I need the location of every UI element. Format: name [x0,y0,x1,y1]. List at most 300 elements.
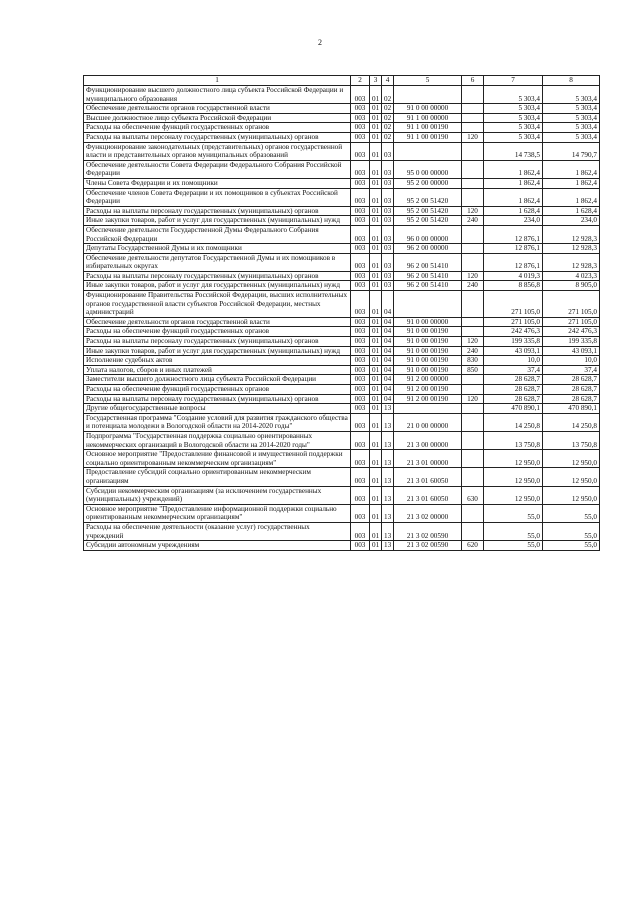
row-name-cell: Субсидии автономным учреждениям [84,541,351,551]
subsection-code-cell: 03 [382,188,394,206]
amount-col8-cell: 1 628,4 [543,206,600,216]
section-code-cell: 01 [370,356,382,366]
target-article-cell: 91 0 00 00190 [394,346,462,356]
amount-col8-cell: 4 023,3 [543,271,600,281]
table-row [84,271,600,281]
amount-col7-cell: 28 628,7 [484,375,543,385]
amount-col7-cell: 5 303,4 [484,123,543,133]
expense-type-cell [462,317,484,327]
section-code-cell: 01 [370,123,382,133]
table-row [84,327,600,337]
target-article-cell [394,142,462,160]
row-name-cell: Основное мероприятие "Предоставление информационной поддержки социально ориентированным некоммерческим организациям" [84,504,351,522]
subsection-code-cell: 02 [382,104,394,114]
table-row [84,522,600,540]
expense-type-cell [462,142,484,160]
table-row [84,225,600,243]
table-row [84,413,600,431]
amount-col7-cell: 5 303,4 [484,86,543,104]
table-row [84,365,600,375]
table-row [84,404,600,414]
admin-code-cell: 003 [351,225,370,243]
table-row [84,216,600,226]
expense-type-cell: 240 [462,281,484,291]
section-code-cell: 01 [370,113,382,123]
expense-type-cell [462,113,484,123]
admin-code-cell: 003 [351,394,370,404]
amount-col7-cell: 470 890,1 [484,404,543,414]
row-name-cell: Подпрограмма "Государственная поддержка социально ориентированных некоммерческих организаций в Вологодской области на 2014-2020 годы" [84,431,351,449]
amount-col8-cell: 55,0 [543,504,600,522]
expense-type-cell: 120 [462,394,484,404]
expense-type-cell [462,86,484,104]
page-number: 2 [318,38,322,47]
admin-code-cell: 003 [351,486,370,504]
header-cell: 4 [382,76,394,86]
amount-col7-cell: 14 250,8 [484,413,543,431]
table-row [84,206,600,216]
target-article-cell: 91 0 00 00190 [394,337,462,347]
table-row [84,375,600,385]
table-row [84,132,600,142]
expense-type-cell [462,327,484,337]
amount-col7-cell: 1 862,4 [484,160,543,178]
admin-code-cell: 003 [351,281,370,291]
admin-code-cell: 003 [351,216,370,226]
subsection-code-cell: 04 [382,375,394,385]
section-code-cell: 01 [370,337,382,347]
section-code-cell: 01 [370,291,382,318]
section-code-cell: 01 [370,253,382,271]
target-article-cell: 95 0 00 00000 [394,160,462,178]
expense-type-cell [462,431,484,449]
subsection-code-cell: 13 [382,486,394,504]
expense-type-cell: 630 [462,486,484,504]
row-name-cell: Расходы на обеспечение функций государственных органов [84,327,351,337]
subsection-code-cell: 02 [382,123,394,133]
expense-type-cell [462,522,484,540]
amount-col7-cell: 234,0 [484,216,543,226]
row-name-cell: Основное мероприятие "Предоставление финансовой и имущественной поддержки социально ориентированным некоммерческим организациям" [84,450,351,468]
target-article-cell: 21 3 01 60050 [394,486,462,504]
section-code-cell: 01 [370,541,382,551]
admin-code-cell: 003 [351,132,370,142]
subsection-code-cell: 13 [382,450,394,468]
admin-code-cell: 003 [351,450,370,468]
section-code-cell: 01 [370,394,382,404]
subsection-code-cell: 03 [382,160,394,178]
row-name-cell: Обеспечение деятельности органов государственной власти [84,104,351,114]
admin-code-cell: 003 [351,504,370,522]
amount-col7-cell: 37,4 [484,365,543,375]
amount-col7-cell: 8 856,8 [484,281,543,291]
section-code-cell: 01 [370,86,382,104]
admin-code-cell: 003 [351,413,370,431]
amount-col8-cell: 12 950,0 [543,468,600,486]
section-code-cell: 01 [370,281,382,291]
table-row [84,86,600,104]
section-code-cell: 01 [370,225,382,243]
amount-col7-cell: 1 628,4 [484,206,543,216]
admin-code-cell: 003 [351,375,370,385]
admin-code-cell: 003 [351,337,370,347]
header-cell: 1 [84,76,351,86]
amount-col8-cell: 5 303,4 [543,113,600,123]
amount-col7-cell: 12 950,0 [484,468,543,486]
amount-col8-cell: 5 303,4 [543,123,600,133]
section-code-cell: 01 [370,104,382,114]
row-name-cell: Функционирование законодательных (представительных) органов государственной власти и представительных органов муниципальных образований [84,142,351,160]
row-name-cell: Обеспечение деятельности органов государственной власти [84,317,351,327]
amount-col8-cell: 37,4 [543,365,600,375]
expense-type-cell [462,160,484,178]
table-row [84,468,600,486]
amount-col7-cell: 12 950,0 [484,486,543,504]
admin-code-cell: 003 [351,431,370,449]
subsection-code-cell: 04 [382,337,394,347]
expense-type-cell: 620 [462,541,484,551]
amount-col8-cell: 14 250,8 [543,413,600,431]
table-row [84,160,600,178]
subsection-code-cell: 03 [382,244,394,254]
budget-table [83,75,600,551]
target-article-cell: 96 2 00 00000 [394,244,462,254]
subsection-code-cell: 03 [382,216,394,226]
admin-code-cell: 003 [351,468,370,486]
header-cell: 2 [351,76,370,86]
section-code-cell: 01 [370,413,382,431]
amount-col7-cell: 12 876,1 [484,253,543,271]
expense-type-cell: 120 [462,271,484,281]
amount-col8-cell: 28 628,7 [543,385,600,395]
target-article-cell: 96 0 00 00000 [394,225,462,243]
row-name-cell: Субсидии некоммерческим организациям (за исключением государственных (муниципальных) учреждений) [84,486,351,504]
amount-col8-cell: 55,0 [543,522,600,540]
table-row [84,504,600,522]
row-name-cell: Члены Совета Федерации и их помощники [84,178,351,188]
amount-col8-cell: 12 928,3 [543,253,600,271]
row-name-cell: Расходы на выплаты персоналу государственных (муниципальных) органов [84,132,351,142]
row-name-cell: Предоставление субсидий социально ориентированным некоммерческим организациям [84,468,351,486]
amount-col7-cell: 242 476,3 [484,327,543,337]
expense-type-cell: 850 [462,365,484,375]
expense-type-cell: 120 [462,132,484,142]
expense-type-cell: 120 [462,337,484,347]
table-row [84,281,600,291]
header-cell: 8 [543,76,600,86]
table-row [84,142,600,160]
target-article-cell: 91 2 00 00190 [394,394,462,404]
amount-col7-cell: 271 105,0 [484,317,543,327]
header-cell: 3 [370,76,382,86]
amount-col8-cell: 12 928,3 [543,244,600,254]
row-name-cell: Высшее должностное лицо субъекта Российской Федерации [84,113,351,123]
subsection-code-cell: 04 [382,346,394,356]
admin-code-cell: 003 [351,104,370,114]
table-row [84,346,600,356]
expense-type-cell: 120 [462,206,484,216]
amount-col7-cell: 4 019,3 [484,271,543,281]
target-article-cell: 21 3 00 00000 [394,431,462,449]
row-name-cell: Заместители высшего должностного лица субъекта Российской Федерации [84,375,351,385]
target-article-cell: 95 2 00 51420 [394,206,462,216]
amount-col7-cell: 1 862,4 [484,178,543,188]
amount-col7-cell: 12 876,1 [484,225,543,243]
amount-col7-cell: 271 105,0 [484,291,543,318]
admin-code-cell: 003 [351,123,370,133]
admin-code-cell: 003 [351,142,370,160]
table-row [84,178,600,188]
table-row [84,337,600,347]
target-article-cell [394,86,462,104]
expense-type-cell: 240 [462,216,484,226]
admin-code-cell: 003 [351,317,370,327]
section-code-cell: 01 [370,206,382,216]
amount-col8-cell: 199 335,8 [543,337,600,347]
amount-col7-cell: 10,0 [484,356,543,366]
target-article-cell [394,291,462,318]
subsection-code-cell: 03 [382,142,394,160]
amount-col8-cell: 470 890,1 [543,404,600,414]
target-article-cell: 96 2 00 51410 [394,253,462,271]
amount-col7-cell: 28 628,7 [484,385,543,395]
subsection-code-cell: 04 [382,327,394,337]
target-article-cell: 21 3 01 60050 [394,468,462,486]
row-name-cell: Обеспечение членов Совета Федерации и их помощников в субъектах Российской Федерации [84,188,351,206]
expense-type-cell [462,225,484,243]
admin-code-cell: 003 [351,346,370,356]
header-cell: 5 [394,76,462,86]
amount-col8-cell: 242 476,3 [543,327,600,337]
row-name-cell: Государственная программа "Создание условий для развития гражданского общества и потенциала молодежи в Вологодской области на 2014-2020 годы" [84,413,351,431]
section-code-cell: 01 [370,244,382,254]
subsection-code-cell: 13 [382,504,394,522]
row-name-cell: Расходы на выплаты персоналу государственных (муниципальных) органов [84,394,351,404]
target-article-cell: 91 2 00 00190 [394,385,462,395]
section-code-cell: 01 [370,385,382,395]
subsection-code-cell: 04 [382,317,394,327]
section-code-cell: 01 [370,317,382,327]
expense-type-cell [462,123,484,133]
table-row [84,486,600,504]
target-article-cell: 91 0 00 00190 [394,327,462,337]
amount-col7-cell: 12 950,0 [484,450,543,468]
subsection-code-cell: 13 [382,431,394,449]
amount-col8-cell: 1 862,4 [543,178,600,188]
table-header-row [84,76,600,86]
section-code-cell: 01 [370,188,382,206]
row-name-cell: Расходы на обеспечение функций государственных органов [84,385,351,395]
subsection-code-cell: 03 [382,253,394,271]
target-article-cell: 91 1 00 00000 [394,113,462,123]
subsection-code-cell: 13 [382,541,394,551]
target-article-cell: 91 2 00 00000 [394,375,462,385]
target-article-cell: 95 2 00 00000 [394,178,462,188]
admin-code-cell: 003 [351,356,370,366]
amount-col7-cell: 1 862,4 [484,188,543,206]
subsection-code-cell: 13 [382,404,394,414]
section-code-cell: 01 [370,486,382,504]
subsection-code-cell: 13 [382,522,394,540]
target-article-cell: 21 0 00 00000 [394,413,462,431]
row-name-cell: Расходы на выплаты персоналу государственных (муниципальных) органов [84,337,351,347]
expense-type-cell: 240 [462,346,484,356]
row-name-cell: Обеспечение деятельности Государственной Думы Федерального Собрания Российской Федерации [84,225,351,243]
table-row [84,104,600,114]
section-code-cell: 01 [370,178,382,188]
target-article-cell: 21 3 02 00590 [394,541,462,551]
row-name-cell: Расходы на обеспечение функций государственных органов [84,123,351,133]
expense-type-cell [462,104,484,114]
table-row [84,385,600,395]
table-row [84,244,600,254]
expense-type-cell [462,404,484,414]
subsection-code-cell: 03 [382,271,394,281]
amount-col8-cell: 13 750,8 [543,431,600,449]
amount-col7-cell: 55,0 [484,522,543,540]
admin-code-cell: 003 [351,385,370,395]
table-row [84,317,600,327]
table-row [84,123,600,133]
amount-col8-cell: 234,0 [543,216,600,226]
amount-col7-cell: 28 628,7 [484,394,543,404]
subsection-code-cell: 03 [382,206,394,216]
amount-col7-cell: 12 876,1 [484,244,543,254]
amount-col8-cell: 10,0 [543,356,600,366]
admin-code-cell: 003 [351,271,370,281]
row-name-cell: Функционирование высшего должностного лица субъекта Российской Федерации и муниципального образования [84,86,351,104]
section-code-cell: 01 [370,404,382,414]
amount-col8-cell: 28 628,7 [543,394,600,404]
row-name-cell: Иные закупки товаров, работ и услуг для государственных (муниципальных) нужд [84,281,351,291]
admin-code-cell: 003 [351,178,370,188]
section-code-cell: 01 [370,346,382,356]
subsection-code-cell: 04 [382,365,394,375]
amount-col8-cell: 5 303,4 [543,104,600,114]
table-row [84,541,600,551]
section-code-cell: 01 [370,365,382,375]
admin-code-cell: 003 [351,404,370,414]
admin-code-cell: 003 [351,365,370,375]
subsection-code-cell: 02 [382,132,394,142]
amount-col8-cell: 8 905,0 [543,281,600,291]
expense-type-cell [462,413,484,431]
admin-code-cell: 003 [351,188,370,206]
amount-col7-cell: 43 093,1 [484,346,543,356]
expense-type-cell: 830 [462,356,484,366]
expense-type-cell [462,253,484,271]
row-name-cell: Расходы на выплаты персоналу государственных (муниципальных) органов [84,271,351,281]
admin-code-cell: 003 [351,253,370,271]
expense-type-cell [462,244,484,254]
target-article-cell: 95 2 00 51420 [394,188,462,206]
row-name-cell: Иные закупки товаров, работ и услуг для государственных (муниципальных) нужд [84,216,351,226]
amount-col8-cell: 271 105,0 [543,317,600,327]
amount-col7-cell: 5 303,4 [484,113,543,123]
section-code-cell: 01 [370,142,382,160]
target-article-cell: 96 2 00 51410 [394,281,462,291]
admin-code-cell: 003 [351,327,370,337]
amount-col7-cell: 199 335,8 [484,337,543,347]
admin-code-cell: 003 [351,113,370,123]
subsection-code-cell: 02 [382,86,394,104]
target-article-cell: 21 3 02 00000 [394,504,462,522]
table-row [84,253,600,271]
section-code-cell: 01 [370,132,382,142]
subsection-code-cell: 02 [382,113,394,123]
table-row [84,188,600,206]
table-row [84,113,600,123]
table-row [84,450,600,468]
amount-col8-cell: 271 105,0 [543,291,600,318]
section-code-cell: 01 [370,504,382,522]
section-code-cell: 01 [370,216,382,226]
expense-type-cell [462,291,484,318]
amount-col8-cell: 12 950,0 [543,486,600,504]
table-row [84,431,600,449]
row-name-cell: Функционирование Правительства Российской Федерации, высших исполнительных органов государственной власти субъектов Российской Федерации, местных администраций [84,291,351,318]
section-code-cell: 01 [370,431,382,449]
row-name-cell: Депутаты Государственной Думы и их помощники [84,244,351,254]
admin-code-cell: 003 [351,160,370,178]
section-code-cell: 01 [370,271,382,281]
amount-col8-cell: 14 790,7 [543,142,600,160]
row-name-cell: Иные закупки товаров, работ и услуг для государственных (муниципальных) нужд [84,346,351,356]
row-name-cell: Расходы на выплаты персоналу государственных (муниципальных) органов [84,206,351,216]
target-article-cell: 91 0 00 00190 [394,356,462,366]
amount-col8-cell: 12 928,3 [543,225,600,243]
section-code-cell: 01 [370,160,382,178]
expense-type-cell [462,504,484,522]
target-article-cell: 91 1 00 00190 [394,123,462,133]
amount-col7-cell: 5 303,4 [484,104,543,114]
section-code-cell: 01 [370,468,382,486]
target-article-cell: 91 0 00 00000 [394,317,462,327]
target-article-cell: 95 2 00 51420 [394,216,462,226]
admin-code-cell: 003 [351,206,370,216]
row-name-cell: Уплата налогов, сборов и иных платежей [84,365,351,375]
amount-col7-cell: 55,0 [484,541,543,551]
amount-col8-cell: 1 862,4 [543,160,600,178]
subsection-code-cell: 04 [382,291,394,318]
expense-type-cell [462,385,484,395]
amount-col7-cell: 13 750,8 [484,431,543,449]
subsection-code-cell: 03 [382,281,394,291]
table-row [84,394,600,404]
section-code-cell: 01 [370,327,382,337]
header-cell: 6 [462,76,484,86]
subsection-code-cell: 04 [382,394,394,404]
section-code-cell: 01 [370,375,382,385]
amount-col8-cell: 43 093,1 [543,346,600,356]
subsection-code-cell: 03 [382,178,394,188]
row-name-cell: Расходы на обеспечение деятельности (оказание услуг) государственных учреждений [84,522,351,540]
row-name-cell: Обеспечение деятельности Совета Федерации Федерального Собрания Российской Федерации [84,160,351,178]
section-code-cell: 01 [370,522,382,540]
amount-col8-cell: 1 862,4 [543,188,600,206]
row-name-cell: Исполнение судебных актов [84,356,351,366]
target-article-cell: 21 3 02 00590 [394,522,462,540]
amount-col8-cell: 28 628,7 [543,375,600,385]
target-article-cell [394,404,462,414]
subsection-code-cell: 04 [382,385,394,395]
expense-type-cell [462,375,484,385]
amount-col8-cell: 5 303,4 [543,86,600,104]
admin-code-cell: 003 [351,522,370,540]
row-name-cell: Другие общегосударственные вопросы [84,404,351,414]
expense-type-cell [462,468,484,486]
section-code-cell: 01 [370,450,382,468]
